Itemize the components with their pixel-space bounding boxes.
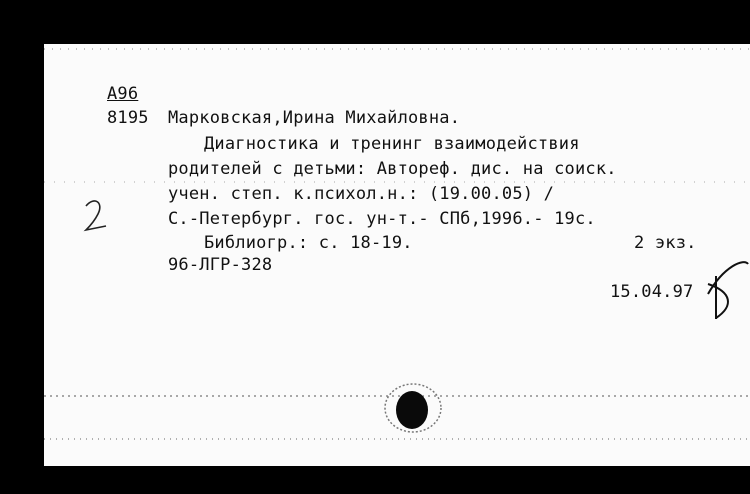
title-line-3: учен. степ. к.психол.н.: (19.00.05) / xyxy=(168,184,555,204)
title-line-1: Диагностика и тренинг взаимодействия xyxy=(204,134,580,154)
punched-hole xyxy=(385,384,441,432)
accession-number: 8195 xyxy=(107,108,149,128)
bibliography-note: Библиогр.: с. 18-19. xyxy=(204,233,413,253)
imprint-line: С.-Петербург. гос. ун-т.- СПб,1996.- 19с. xyxy=(168,209,596,229)
date-stamp: 15.04.97 xyxy=(610,282,694,302)
author-name: Марковская,Ирина Михайловна. xyxy=(168,108,461,128)
registration-number: 96-ЛГР-328 xyxy=(168,255,273,275)
signature-flourish xyxy=(708,262,748,319)
title-line-2: родителей с детьми: Автореф. дис. на соиск. xyxy=(168,159,617,179)
handwritten-mark-2 xyxy=(86,201,106,230)
shelfmark: А96 xyxy=(107,84,139,104)
copies-count: 2 экз. xyxy=(634,233,697,253)
catalog-card xyxy=(44,44,750,466)
